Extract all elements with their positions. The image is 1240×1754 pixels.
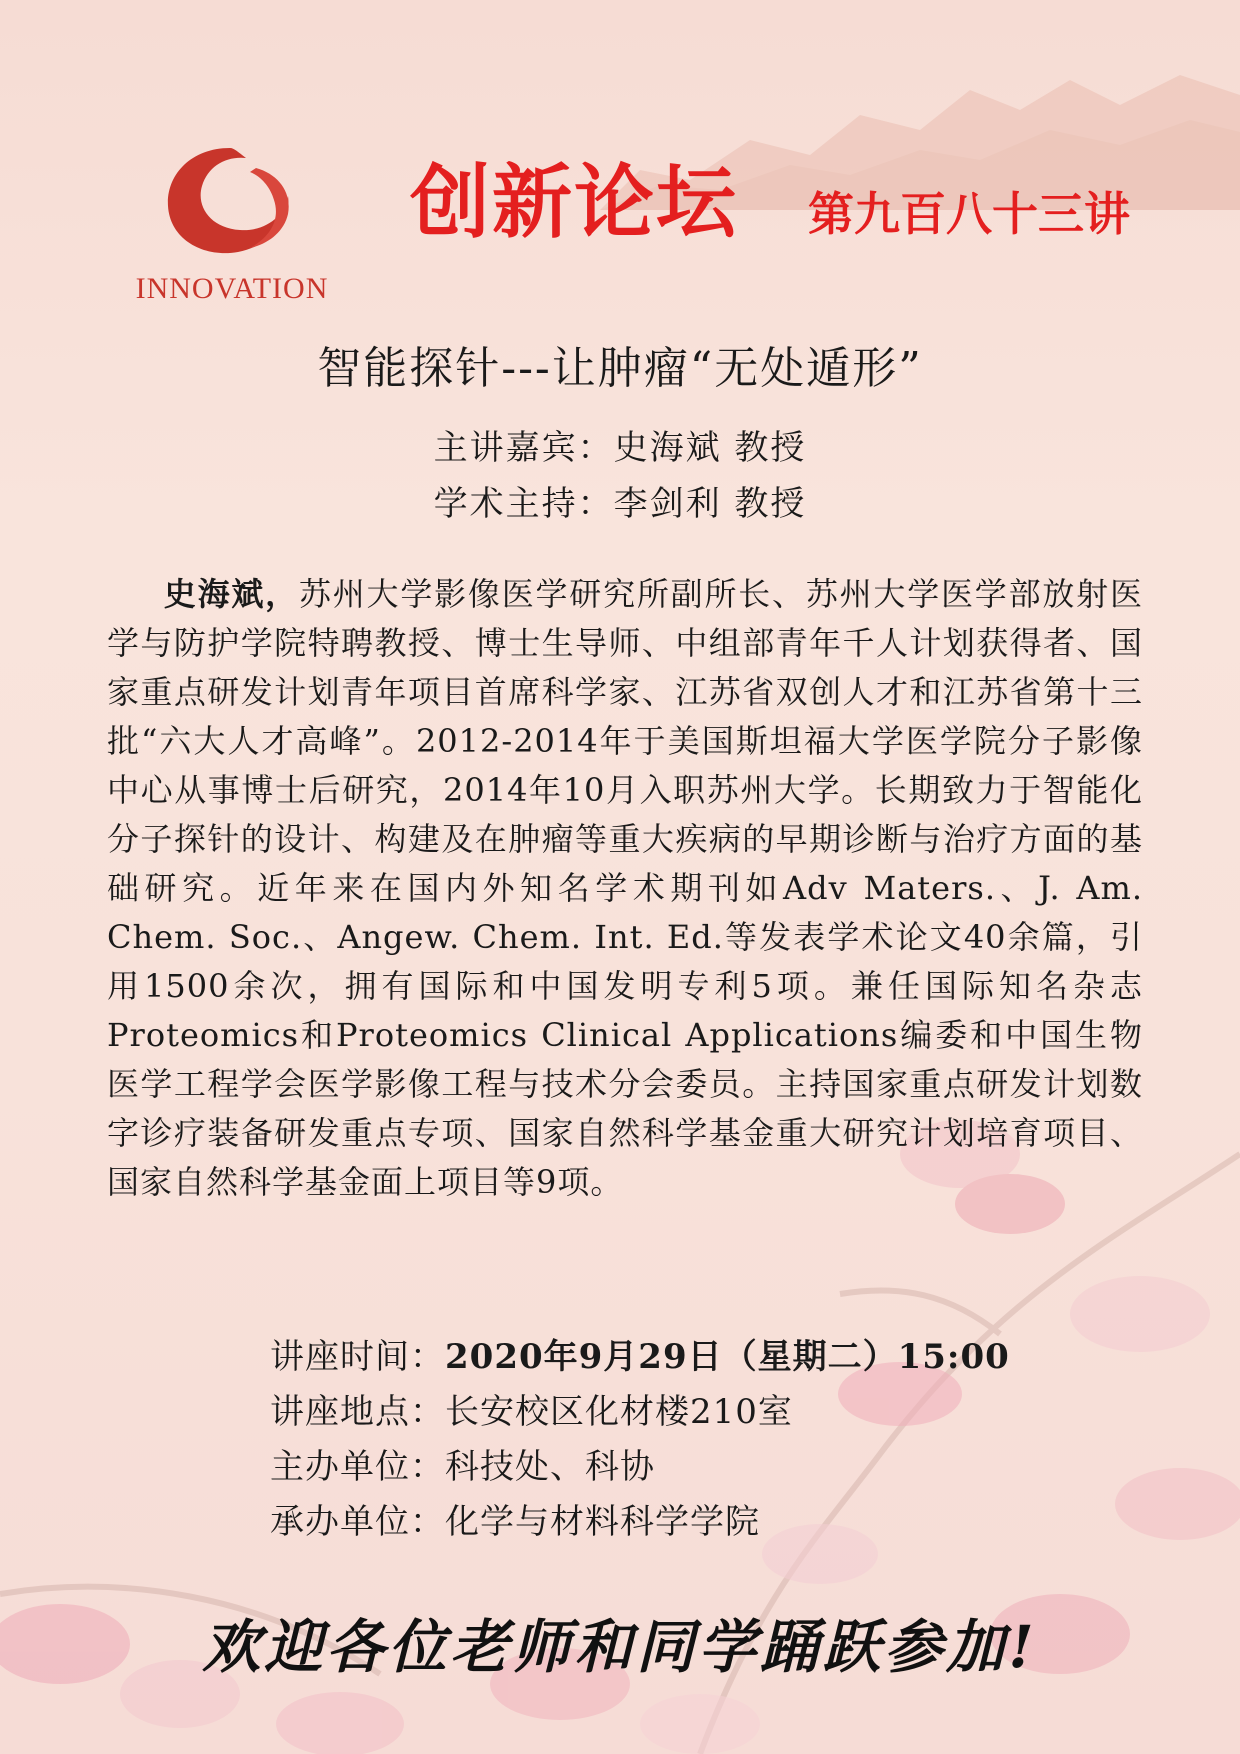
organizer-label: 主办单位： bbox=[270, 1447, 445, 1487]
logo-text: INNOVATION bbox=[135, 272, 329, 305]
organizer-row bbox=[270, 1440, 1010, 1495]
bio-name: 史海斌， bbox=[163, 575, 299, 613]
lecture-title: 智能探针---让肿瘤“无处遁形” bbox=[317, 343, 923, 394]
lecture-place-value: 长安校区化材楼210室 bbox=[445, 1392, 793, 1432]
welcome-message: 欢迎各位老师和同学踊跃参加! bbox=[202, 1613, 1038, 1681]
speaker-host-block bbox=[0, 420, 1240, 532]
forum-title: 创新论坛 bbox=[410, 156, 738, 249]
host-line: 学术主持：李剑利 教授 bbox=[433, 484, 807, 524]
forum-issue-number: 第九百八十三讲 bbox=[808, 187, 1130, 241]
lecture-details bbox=[270, 1330, 1010, 1550]
undertaker-label: 承办单位： bbox=[270, 1502, 445, 1542]
lecture-place-label: 讲座地点： bbox=[270, 1392, 445, 1432]
organizer-value: 科技处、科协 bbox=[445, 1447, 655, 1487]
undertaker-row bbox=[270, 1495, 1010, 1550]
lecture-time-row bbox=[270, 1330, 1010, 1385]
speaker-bio bbox=[107, 570, 1143, 1207]
lecture-time-value: 2020年9月29日（星期二）15:00 bbox=[445, 1337, 1010, 1377]
lecture-place-row bbox=[270, 1385, 1010, 1440]
innovation-logo bbox=[122, 140, 342, 316]
undertaker-value: 化学与材料科学学院 bbox=[445, 1502, 760, 1542]
bio-text: 苏州大学影像医学研究所副所长、苏州大学医学部放射医学与防护学院特聘教授、博士生导师、中组部青年千人计划获得者、国家重点研发计划青年项目首席科学家、江苏省双创人才和江苏省第十三批“六大人才高峰”。2012-2014年于美国斯坦福大学医学院分子影像中心从事博士后研究，2014年10月入职苏州大学。长期致力于智能化分子探针的设计、构建及在肿瘤等重大疾病的早期诊断与治疗方面的基础研究。近年来在国内外知名学术期刊如Adv Maters.、J. Am. Chem. Soc.、Angew. Chem. Int. Ed.等发表学术论文40余篇，引用1500余次，拥有国际和中国发明专利5项。兼任国际知名杂志Proteomics和Proteomics Clinical Applications编委和中国生物医学工程学会医学影像工程与技术分会委员。主持国家重点研发计划数字诊疗装备研发重点专项、国家自然科学基金重大研究计划培育项目、国家自然科学基金面上项目等9项。 bbox=[107, 575, 1143, 1201]
lecture-time-label: 讲座时间： bbox=[270, 1337, 445, 1377]
speaker-line: 主讲嘉宾：史海斌 教授 bbox=[433, 428, 807, 468]
swirl-logo-icon bbox=[160, 140, 300, 260]
